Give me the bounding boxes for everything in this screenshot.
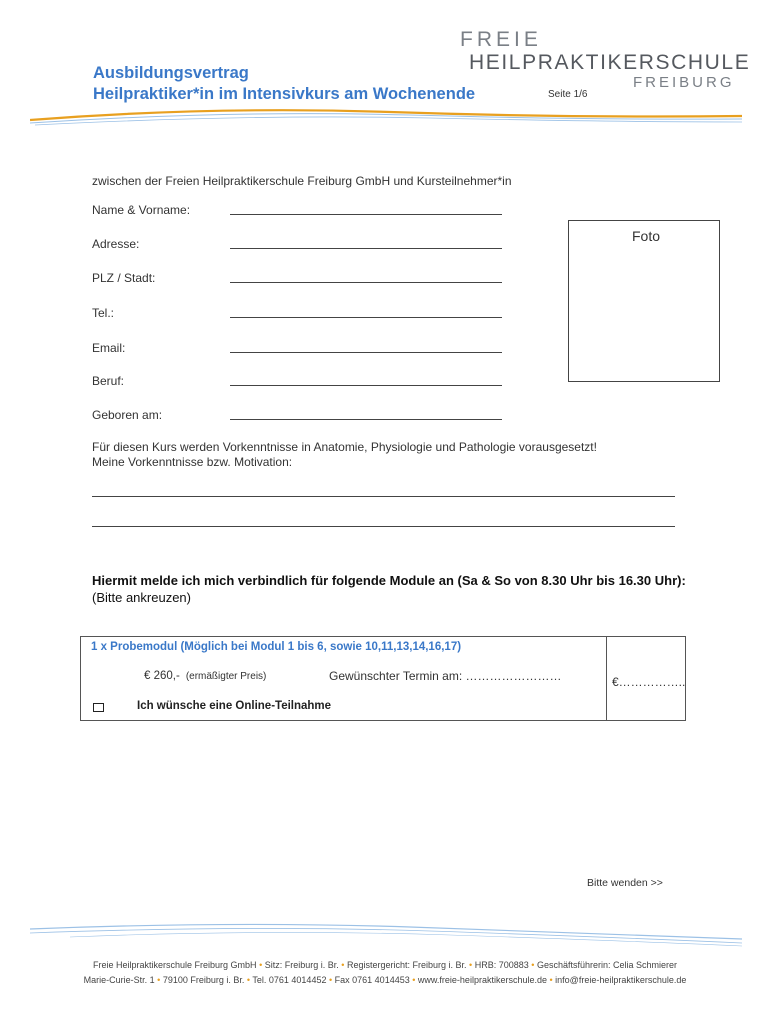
- motivation-field-line-2[interactable]: [92, 526, 675, 527]
- footer-phone: Tel. 0761 4014452: [252, 975, 327, 985]
- footer-swoosh: [30, 915, 745, 955]
- field-label-email: Email:: [92, 341, 126, 355]
- name-field[interactable]: [230, 214, 502, 215]
- logo-line-2: HEILPRAKTIKERSCHULE: [469, 51, 751, 74]
- footer-line-2: Marie-Curie-Str. 1 • 79100 Freiburg i. Br. • Tel. 0761 4014452 • Fax 0761 4014453 • www.freie-heilpraktikerschule.de • info@freie-heilpraktikerschule.de: [83, 975, 687, 985]
- module-table: [80, 636, 686, 721]
- document-title: [93, 63, 475, 105]
- logo-line-3: FREIBURG: [633, 74, 735, 91]
- footer-street: Marie-Curie-Str. 1: [83, 975, 155, 985]
- photo-box[interactable]: [568, 220, 720, 382]
- field-label-phone: Tel.:: [92, 306, 115, 320]
- logo-line-1: FREIE: [460, 28, 542, 51]
- footer-company: Freie Heilpraktikerschule Freiburg GmbH: [93, 960, 257, 970]
- header-swoosh: [30, 100, 745, 130]
- field-label-profession: Beruf:: [92, 374, 125, 388]
- profession-field[interactable]: [230, 385, 502, 386]
- email-field[interactable]: [230, 352, 502, 353]
- prerequisites-line-2: Meine Vorkenntnisse bzw. Motivation:: [92, 455, 293, 469]
- table-divider: [606, 637, 607, 720]
- prerequisites-line-1: Für diesen Kurs werden Vorkenntnisse in Anatomie, Physiologie und Pathologie vorausgesetzt!: [92, 440, 597, 454]
- footer-city: 79100 Freiburg i. Br.: [162, 975, 245, 985]
- footer-seat: Sitz: Freiburg i. Br.: [264, 960, 339, 970]
- registration-statement: [92, 572, 702, 606]
- field-label-birthdate: Geboren am:: [92, 408, 163, 422]
- footer-fax: Fax 0761 4014453: [334, 975, 410, 985]
- registration-note: (Bitte ankreuzen): [92, 590, 191, 605]
- footer-court: Registergericht: Freiburg i. Br.: [346, 960, 467, 970]
- title-line-1: Ausbildungsvertrag: [93, 64, 249, 82]
- school-logo: [455, 28, 755, 98]
- prerequisites-text: [92, 440, 692, 470]
- page-number: Seite 1/6: [548, 89, 588, 100]
- module-title: 1 x Probemodul (Möglich bei Modul 1 bis 6, sowie 10,11,13,14,16,17): [91, 641, 462, 653]
- registration-bold: Hiermit melde ich mich verbindlich für folgende Module an (Sa & So von 8.30 Uhr bis 16.30 Uhr):: [92, 573, 686, 588]
- termin-field[interactable]: Gewünschter Termin am: ……………………: [329, 669, 562, 683]
- address-field[interactable]: [230, 248, 502, 249]
- online-label: Ich wünsche eine Online-Teilnahme: [137, 700, 332, 712]
- city-field[interactable]: [230, 282, 502, 283]
- field-label-address: Adresse:: [92, 237, 140, 251]
- footer-website[interactable]: www.freie-heilpraktikerschule.de: [417, 975, 547, 985]
- contract-intro: zwischen der Freien Heilpraktikerschule Freiburg GmbH und Kursteilnehmer*in: [92, 174, 512, 188]
- photo-label: Foto: [631, 228, 660, 244]
- online-checkbox[interactable]: [93, 703, 104, 712]
- module-price: [144, 670, 266, 682]
- turn-page-note: Bitte wenden >>: [587, 877, 663, 889]
- title-line-2: Heilpraktiker*in im Intensivkurs am Wochenende: [93, 85, 476, 103]
- price-note: (ermäßigter Preis): [185, 671, 267, 682]
- footer-line-1: Freie Heilpraktikerschule Freiburg GmbH • Sitz: Freiburg i. Br. • Registergericht: Freiburg i. Br. • HRB: 700883 • Geschäftsführerin: Celia Schmierer: [93, 960, 677, 970]
- euro-amount-field[interactable]: €……………..: [612, 675, 686, 689]
- phone-field[interactable]: [230, 317, 502, 318]
- field-label-city: PLZ / Stadt:: [92, 271, 156, 285]
- footer-ceo: Geschäftsführerin: Celia Schmierer: [536, 960, 677, 970]
- footer-hrb: HRB: 700883: [474, 960, 529, 970]
- birthdate-field[interactable]: [230, 419, 502, 420]
- footer-email[interactable]: info@freie-heilpraktikerschule.de: [555, 975, 687, 985]
- motivation-field-line-1[interactable]: [92, 496, 675, 497]
- field-label-name: Name & Vorname:: [92, 203, 191, 217]
- price-value: € 260,-: [144, 670, 180, 682]
